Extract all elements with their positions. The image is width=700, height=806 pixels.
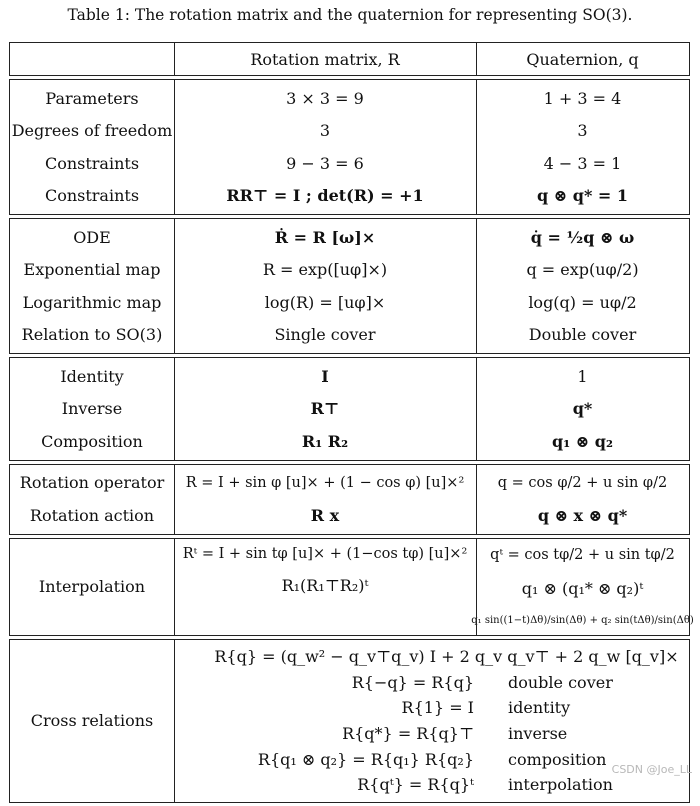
- header-quaternion: Quaternion, q: [526, 49, 639, 69]
- quat-cell: 4 − 3 = 1: [543, 153, 622, 173]
- quat-interp-1: qᵗ = cos tφ/2 + u sin tφ/2: [490, 546, 675, 563]
- rot-cell: log(R) = [uφ]×: [264, 292, 386, 312]
- rot-cell: RR⊤ = I ; det(R) = +1: [226, 186, 424, 206]
- section-maps: [9, 218, 690, 354]
- row-label: Logarithmic map: [22, 292, 162, 312]
- row-label: Parameters: [45, 88, 139, 108]
- section-cross-relations: [9, 639, 690, 803]
- quat-cell: Double cover: [528, 325, 637, 345]
- quat-cell: q̇ = ½q ⊗ ω: [530, 227, 635, 247]
- rot-cell: 3 × 3 = 9: [286, 88, 364, 108]
- rot-interp-2: R₁(R₁⊤R₂)ᵗ: [281, 575, 369, 595]
- rot-cell: 3: [319, 121, 331, 141]
- quat-cell: q*: [572, 399, 593, 419]
- cross-eq: R{q*} = R{q}⊤: [342, 723, 474, 743]
- rot-cell: I: [321, 366, 329, 386]
- rot-cell: Single cover: [274, 325, 376, 345]
- rot-cell: R x: [310, 505, 340, 525]
- cross-eq: R{q₁ ⊗ q₂} = R{q₁} R{q₂}: [257, 749, 474, 769]
- cross-desc: composition: [508, 749, 607, 769]
- quat-cell: 1: [577, 366, 588, 386]
- table-caption: Table 1: The rotation matrix and the quaternion for representing SO(3).: [67, 6, 633, 24]
- rot-cell: R = exp([uφ]×): [262, 260, 388, 280]
- quat-interp-2: q₁ ⊗ (q₁* ⊗ q₂)ᵗ: [521, 579, 644, 599]
- rot-cell: R = I + sin φ [u]× + (1 − cos φ) [u]×²: [185, 474, 465, 491]
- row-label: Degrees of freedom: [11, 121, 173, 141]
- row-label: Identity: [60, 366, 124, 386]
- cross-relations-label: Cross relations: [30, 711, 154, 730]
- quat-slerp: q₁ sin((1−t)Δθ)/sin(Δθ) + q₂ sin(tΔθ)/sin(Δθ): [471, 615, 694, 627]
- row-label: Exponential map: [23, 260, 161, 280]
- section-rotation: [9, 464, 690, 535]
- cross-eq: R{−q} = R{q}: [351, 672, 474, 692]
- comparison-table: [9, 42, 694, 806]
- quat-cell: 3: [577, 121, 588, 141]
- row-label: Constraints: [44, 186, 140, 206]
- cross-eq: R{1} = I: [401, 698, 474, 718]
- table-header: [9, 42, 690, 76]
- row-label: ODE: [73, 227, 111, 247]
- row-label: Relation to SO(3): [21, 325, 163, 345]
- cross-desc: identity: [508, 698, 571, 718]
- quat-cell: q = exp(uφ/2): [526, 260, 639, 280]
- quat-cell: q = cos φ/2 + u sin φ/2: [497, 474, 668, 491]
- interpolation-label: Interpolation: [38, 577, 146, 596]
- cross-eq: R{qᵗ} = R{q}ᵗ: [357, 775, 474, 795]
- section-group-ops: [9, 357, 690, 461]
- quat-cell: 1 + 3 = 4: [543, 88, 622, 108]
- rot-cell: 9 − 3 = 6: [286, 153, 364, 173]
- cross-desc: interpolation: [508, 775, 613, 795]
- rot-cell: R₁ R₂: [301, 431, 349, 451]
- quat-cell: q ⊗ q* = 1: [537, 186, 628, 206]
- rot-interp-1: Rᵗ = I + sin tφ [u]× + (1−cos tφ) [u]×²: [182, 545, 468, 562]
- row-label: Composition: [41, 431, 143, 451]
- row-label: Rotation operator: [19, 473, 165, 493]
- rot-cell: R⊤: [310, 399, 340, 419]
- quat-cell: q ⊗ x ⊗ q*: [537, 505, 628, 525]
- watermark: CSDN @Joe_LL: [611, 763, 692, 776]
- cross-eq: R{q} = (q_w² − q_v⊤q_v) I + 2 q_v q_v⊤ + 2 q_w [q_v]×: [214, 646, 679, 666]
- section-properties: [9, 79, 690, 215]
- quat-cell: log(q) = uφ/2: [528, 292, 637, 312]
- rot-cell: Ṙ = R [ω]×: [274, 227, 376, 247]
- row-label: Inverse: [61, 399, 123, 419]
- cross-desc: inverse: [508, 723, 568, 743]
- section-interpolation: [9, 538, 694, 636]
- row-label: Constraints: [44, 153, 140, 173]
- quat-cell: q₁ ⊗ q₂: [552, 431, 613, 451]
- cross-desc: double cover: [508, 672, 613, 692]
- header-rotation-matrix: Rotation matrix, R: [250, 49, 400, 69]
- row-label: Rotation action: [29, 505, 155, 525]
